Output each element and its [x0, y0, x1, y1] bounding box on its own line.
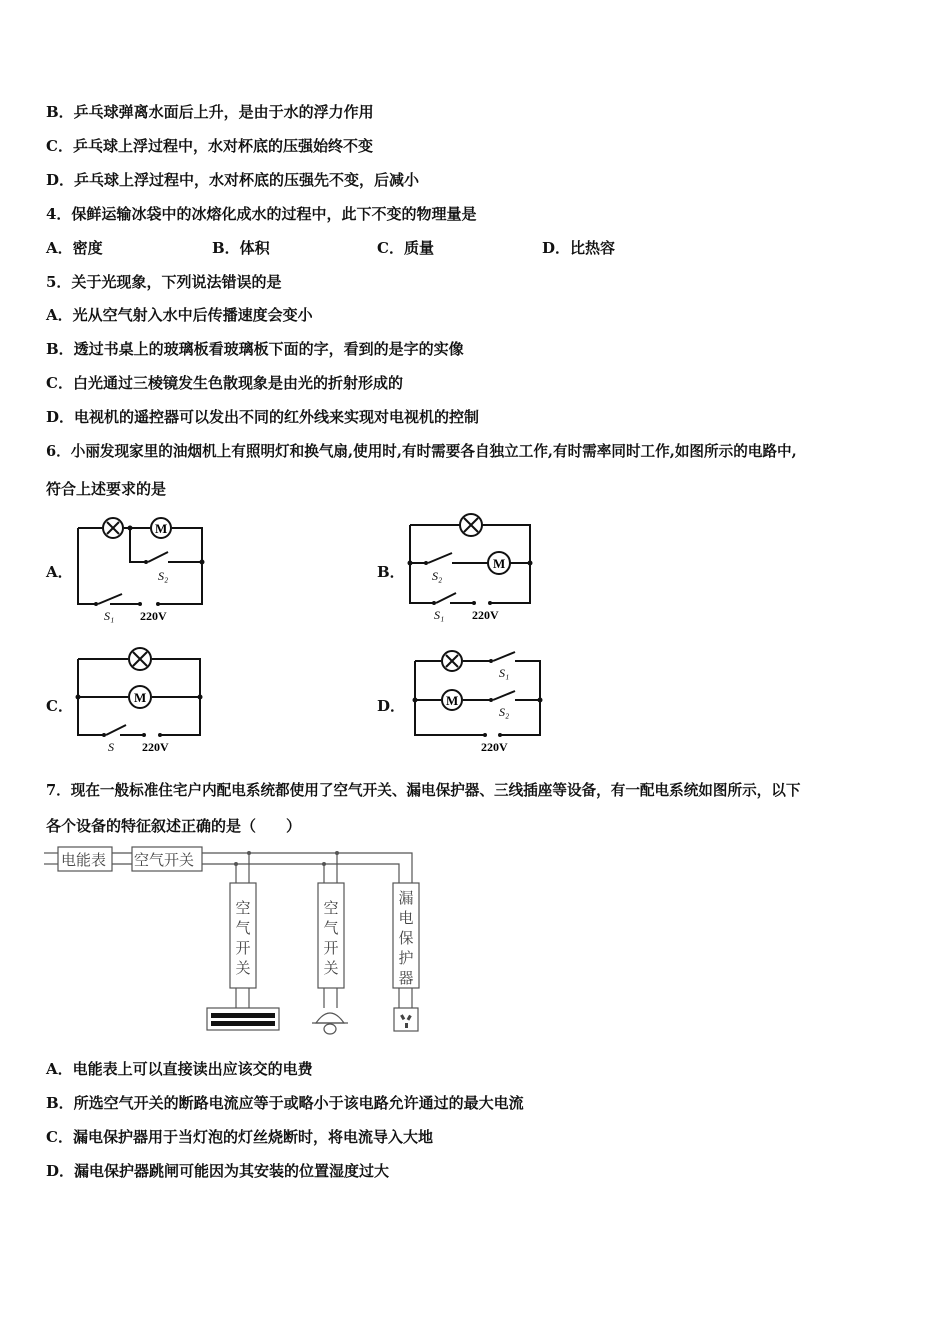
- circuit-diagram-d: [405, 645, 550, 760]
- q3-option-c: C．乒乓球上浮过程中，水对杯底的压强始终不变: [46, 137, 373, 155]
- switch-s1-label: S₁: [104, 609, 115, 623]
- switch-s2-label: S₂: [158, 569, 169, 583]
- voltage-label: 220V: [142, 740, 169, 754]
- voltage-label: 220V: [481, 740, 508, 754]
- branch-air-switch-2-label: 空气开关: [323, 901, 339, 977]
- switch-s-label: S: [108, 740, 114, 754]
- q5-option-b: B．透过书桌上的玻璃板看玻璃板下面的字，看到的是字的实像: [46, 340, 464, 358]
- q4-option-c: C．质量: [377, 239, 434, 257]
- q6-stem-line1: 6．小丽发现家里的油烟机上有照明灯和换气扇,使用时,有时需要各自独立工作,有时需率同时工作,如图所示的电路中,: [46, 443, 797, 460]
- q5-option-a: A．光从空气射入水中后传播速度会变小: [46, 306, 313, 324]
- q7-stem-line1: 7．现在一般标准住宅户内配电系统都使用了空气开关、漏电保护器、三线插座等设备，有一配电系统如图所示，以下: [46, 782, 801, 799]
- switch-s2-label: S₂: [499, 705, 510, 719]
- q4-stem: 4．保鲜运输冰袋中的冰熔化成水的过程中，此下不变的物理量是: [46, 205, 477, 223]
- q7-option-c: C．漏电保护器用于当灯泡的灯丝烧断时，将电流导入大地: [46, 1128, 433, 1146]
- main-air-switch-label: 空气开关: [134, 853, 195, 869]
- q6-label-a: A．: [46, 563, 73, 581]
- q6-label-d: D．: [377, 697, 406, 715]
- lamp-bulb-icon: [316, 1013, 344, 1023]
- q6-label-b: B．: [377, 563, 405, 581]
- q6-label-c: C．: [46, 697, 73, 715]
- q5-stem: 5．关于光现象，下列说法错误的是: [46, 273, 282, 291]
- motor-label: M: [134, 690, 147, 705]
- branch-air-switch-1-label: 空气开关: [235, 901, 251, 977]
- q6-stem-line2: 符合上述要求的是: [46, 480, 167, 498]
- motor-label: M: [446, 693, 459, 708]
- motor-label: M: [155, 521, 168, 536]
- circuit-diagram-c: [70, 645, 210, 760]
- distribution-system-diagram: [44, 843, 444, 1038]
- q5-option-d: D．电视机的遥控器可以发出不同的红外线来实现对电视机的控制: [46, 408, 480, 426]
- q4-option-d: D．比热容: [542, 239, 616, 257]
- circuit-diagram-a: [70, 510, 210, 625]
- electric-meter-label: 电能表: [61, 853, 107, 869]
- switch-s1-label: S₁: [499, 666, 510, 680]
- q7-option-d: D．漏电保护器跳闸可能因为其安装的位置湿度过大: [46, 1162, 390, 1180]
- switch-s2-label: S₂: [432, 569, 443, 583]
- motor-label: M: [493, 556, 506, 571]
- heater-appliance: [207, 1008, 279, 1030]
- q5-option-c: C．白光通过三棱镜发生色散现象是由光的折射形成的: [46, 374, 403, 392]
- leakage-protector-label: 漏电保护器: [398, 891, 414, 987]
- q4-option-a: A．密度: [46, 239, 103, 257]
- voltage-label: 220V: [140, 609, 167, 623]
- q3-option-b: B．乒乓球弹离水面后上升，是由于水的浮力作用: [46, 103, 374, 121]
- switch-s1-label: S₁: [434, 608, 445, 622]
- q7-option-b: B．所选空气开关的断路电流应等于或略小于该电路允许通过的最大电流: [46, 1094, 524, 1112]
- q3-option-d: D．乒乓球上浮过程中，水对杯底的压强先不变，后减小: [46, 171, 420, 189]
- q7-option-a: A．电能表上可以直接读出应该交的电费: [46, 1060, 313, 1078]
- circuit-diagram-b: [400, 505, 540, 625]
- q4-option-b: B．体积: [212, 239, 270, 257]
- voltage-label: 220V: [472, 608, 499, 622]
- q7-stem-line2: 各个设备的特征叙述正确的是（ ）: [46, 817, 302, 835]
